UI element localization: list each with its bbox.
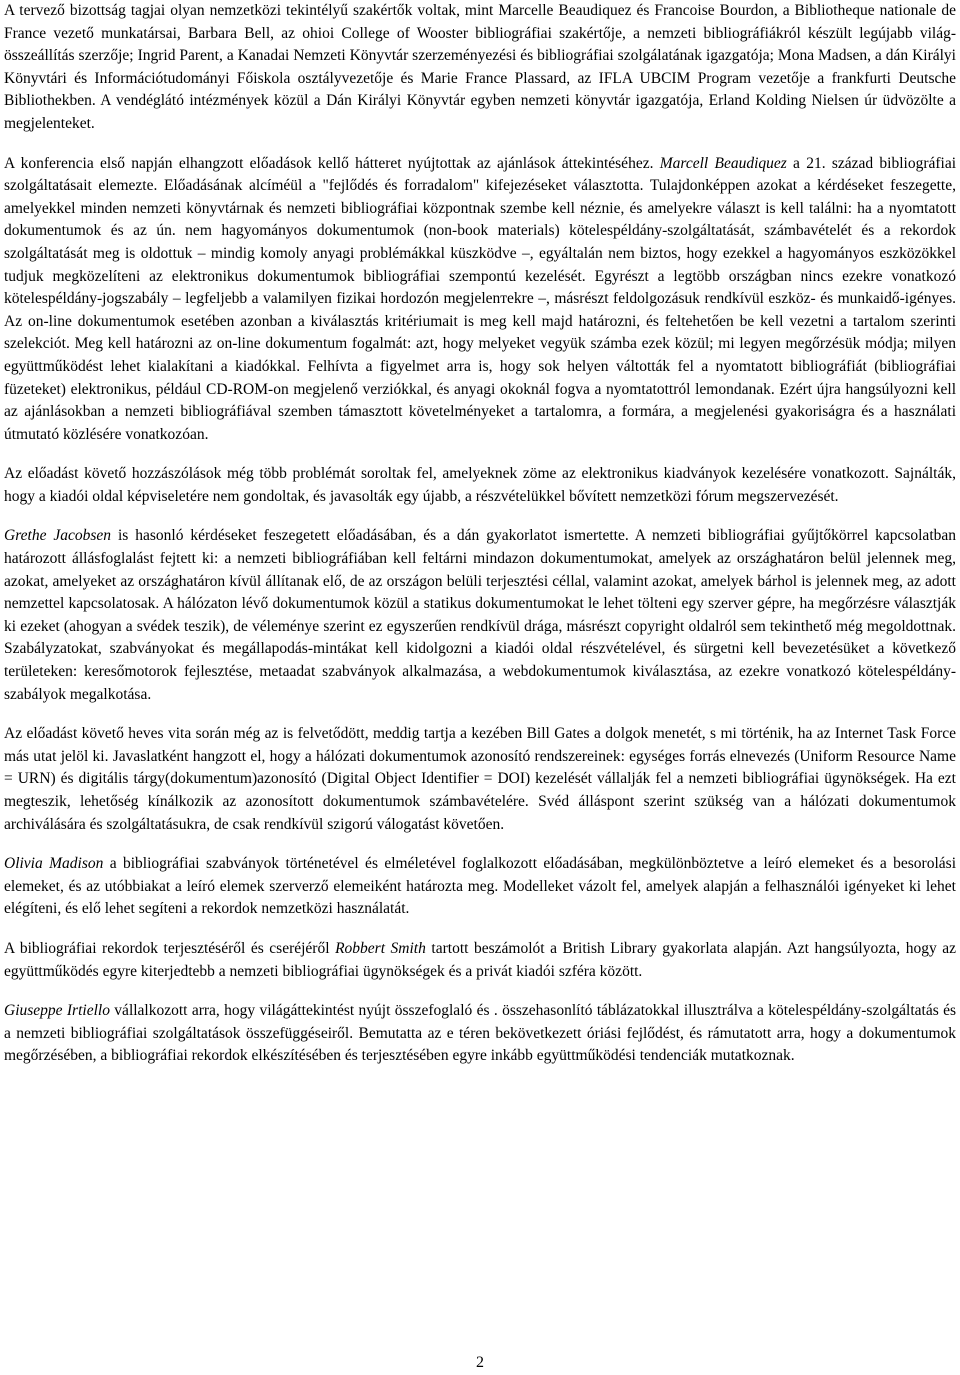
speaker-name: Olivia Madison (4, 855, 104, 873)
page-number: 2 (476, 1354, 484, 1371)
paragraph-text: A tervező bizottság tagjai olyan nemzetközi tekintélyű szakértők voltak, mint Marcelle Beaudiquez és Francoise Bourdon, a Bibliotheque nationale de France vezető munkatársai, Barbara Bell, az ohioi College of Wooster bibliográfiai szakértője, a nemzeti bibliográfiákról készült legújabb világ-összeállítás szerzője; Ingrid Parent, a Kanadai Nemzeti Könyvtár szerzeményezési és bibliográfiai szolgálatának igazgatója; Mona Madsen, a dán Királyi Könyvtári és Információtudományi Főiskola osztályvezetője és Marie France Plassard, az IFLA UBCIM Program vezetője a frankfurti Deutsche Bibliothekben. A vendéglátó intézmények közül a Dán Királyi Könyvtár egyben nemzeti könyvtár igazgatója, Erland Kolding Nielsen úr üdvözölte a megjelenteket. (4, 2, 956, 132)
paragraph-beaudiquez (4, 153, 956, 447)
paragraph-text-after: a 21. század bibliográfiai szolgáltatásait elemezte. Előadásának alcíméül a "fejlődés és forradalom" kifejezéseket választotta. Tulajdonképpen azokat a kérdéseket feszegette, amelyekkel minden nemzeti könyvtárnak és nemzeti bibliográfiai központnak szembe kell néznie, és amelyekre választ is kell találni: ha a nyomtatott dokumentumok és az ún. nem hagyományos dokumentumok (non-book materials) kötelespéldány-szolgáltatását, számbavételét és a rekordok szolgáltatását meg is oldottuk – mindig komoly anyagi problémákkal küszködve –, egyáltalán nem biztos, hogy ezekkel a hagyományos eszközökkel tudjuk megközelíteni az elektronikus dokumentumok bibliográfiai szempontú kezelését. Egyrészt a legtöbb országban nincs ezekre vonatkozó kötelespéldány-jogszabály – legfeljebb a valamilyen fizikai hordozón megjelenтekre –, másrészt feldolgozásuk rendkívül eszköz- és munkaidő-igényes. Az on-line dokumentumok esetében azonban a kiválasztás kritériumait is meg kell majd határozni, és feltehetően be kell vezetni a tartalom szerinti szelekciót. Meg kell határozni az on-line dokumentum fogalmát: azt, hogy melyeket vegyük számba ezek közül; mi legyen megőrzésük módja; milyen együttműködést lehet kialakítani a kiadókkal. Felhívta a figyelmet arra is, hogy sok helyen váltották fel a nyomtatott bibliográfiát (bibliográfiai füzeteket) elektronikus, például CD-ROM-on megjelenő verziókkal, és anyagi okoknál fogva a nyomtatottról lemondanak. Ezért újra hangsúlyozni kell az ajánlásokban a nemzeti bibliográfiával szemben támasztott követelményeket a tartalomra, a formára, a megjelenési gyakoriságra és a használati útmutató közlésére vonatkozóan. (4, 154, 957, 443)
document-body (4, 0, 956, 1085)
paragraph-debate (4, 723, 956, 836)
paragraph-smith (4, 938, 956, 983)
paragraph-text-before: A bibliográfiai rekordok terjesztéséről és cseréjéről (4, 939, 336, 957)
paragraph-jacobsen (4, 525, 956, 706)
speaker-name: Giuseppe Irtiello (4, 1002, 110, 1020)
paragraph-comments (4, 463, 956, 508)
speaker-name: Robbert Smith (335, 939, 426, 957)
paragraph-text-after: tartott beszámolót a British Library gyakorlata alapján. Azt hangsúlyozta, hogy az együttműködés egyre kiterjedtebb a nemzeti bibliográfiai ügynökségek és a privát kiadói szféra között. (4, 939, 956, 980)
paragraph-planning-committee (4, 0, 956, 136)
paragraph-irtiello (4, 1000, 956, 1068)
speaker-name: Marcell Beaudiquez (659, 154, 787, 172)
speaker-name: Grethe Jacobsen (4, 527, 112, 545)
paragraph-text-after: a bibliográfiai szabványok történetével és elméletével foglalkozott előadásában, megkülönböztetve a leíró elemeket és a besorolási elemeket, és az utóbbiakat a leíró elemek szerverző elemeiként határozta meg. Modelleket vázolt fel, amelyek alapján a felhasználói igényeket ki lehet elégíteni, és elő lehet segíteni a rekordok nemzetközi használatát. (4, 855, 956, 918)
paragraph-text-after: vállalkozott arra, hogy világáttekintést nyújt összefoglaló és . összehasonlító táblázatokkal illusztrálva a kötelespéldány-szolgáltatás és a nemzeti bibliográfiai szolgáltatások összefüggéseiről. Bemutatta az e téren bekövetkezett óriási fejlődést, és rámutatott arra, hogy a dokumentumok megőrzésében, a bibliográfiai rekordok elkészítésében és terjesztésében egyre inkább együttműködési tendenciák mutatkoznak. (4, 1002, 956, 1065)
paragraph-text-before: A konferencia első napján elhangzott előadások kellő hátteret nyújtottak az ajánlások áttekintéséhez. (4, 154, 660, 172)
paragraph-text-after: is hasonló kérdéseket feszegetett előadásában, és a dán gyakorlatot ismertette. A nemzeti bibliográfiai gyűjtőkörrel kapcsolatban határozott állásfoglalást fejtett ki: a nemzeti bibliográfiában kell feltárni mindazon dokumentumokat, amelyek az országhatáron belül jelennek meg, azokat, amelyeket az országhatáron kívül állítanak elő, de az országon belüli terjesztési céllal, valamint azokat, amelyek bárhol is jelennek meg, az adott nemzettel kapcsolatosak. A hálózaton lévő dokumentumok közül a statikus dokumentumokat le lehet tölteni egy szerver gépre, ha megőrzésre választják ki ezeket (ahogyan a svédek teszik), de véleménye szerint ez egyszerűen rendkívül drága, másrészt copyright oldalról sem tekinthető még megoldottnak. Szabályzatokat, szabványokat és megállapodás-mintákat kell kidolgozni a kiadói oldal részvételével, és sürgetni kell bevezetésüket a következő területeken: keresőmotorok fejlesztése, metaadat szabványok alkalmazása, a webdokumentumok kiválasztása, az ezekre vonatkozó kötelespéldány-szabályok megalkotása. (4, 527, 957, 703)
paragraph-madison (4, 853, 956, 921)
paragraph-text: Az előadást követő hozzászólások még több problémát soroltak fel, amelyeknek zöme az elektronikus kiadványok kezelésére vonatkozott. Sajnálták, hogy a kiadói oldal képviseletére nem gondoltak, és javasolták egy újabb, a részvételükkel bővített nemzetközi fórum megszervezését. (4, 465, 956, 505)
paragraph-text: Az előadást követő heves vita során még az is felvetődött, meddig tartja a kezében Bill Gates a dolgok menetét, s mi történik, ha az Internet Task Force más utat jelöl ki. Javaslatként hangzott el, hogy a hálózati dokumentumok azonosító rendszereinek: egységes forrás elnevezés (Uniform Resource Name = URN) és digitális tárgy(dokumentum)azonosító (Digital Object Identifier = DOI) kezelését vállalják fel a nemzeti bibliográfiai ügynökségek. Ha ezt megteszik, lehetőség kínálkozik az azonosított dokumentumok számbavételére. Svéd álláspont szerint szükség van a hálózati dokumentumok archiválására és szolgáltatásukra, de csak rendkívül szigorú válogatást követően. (4, 725, 956, 833)
